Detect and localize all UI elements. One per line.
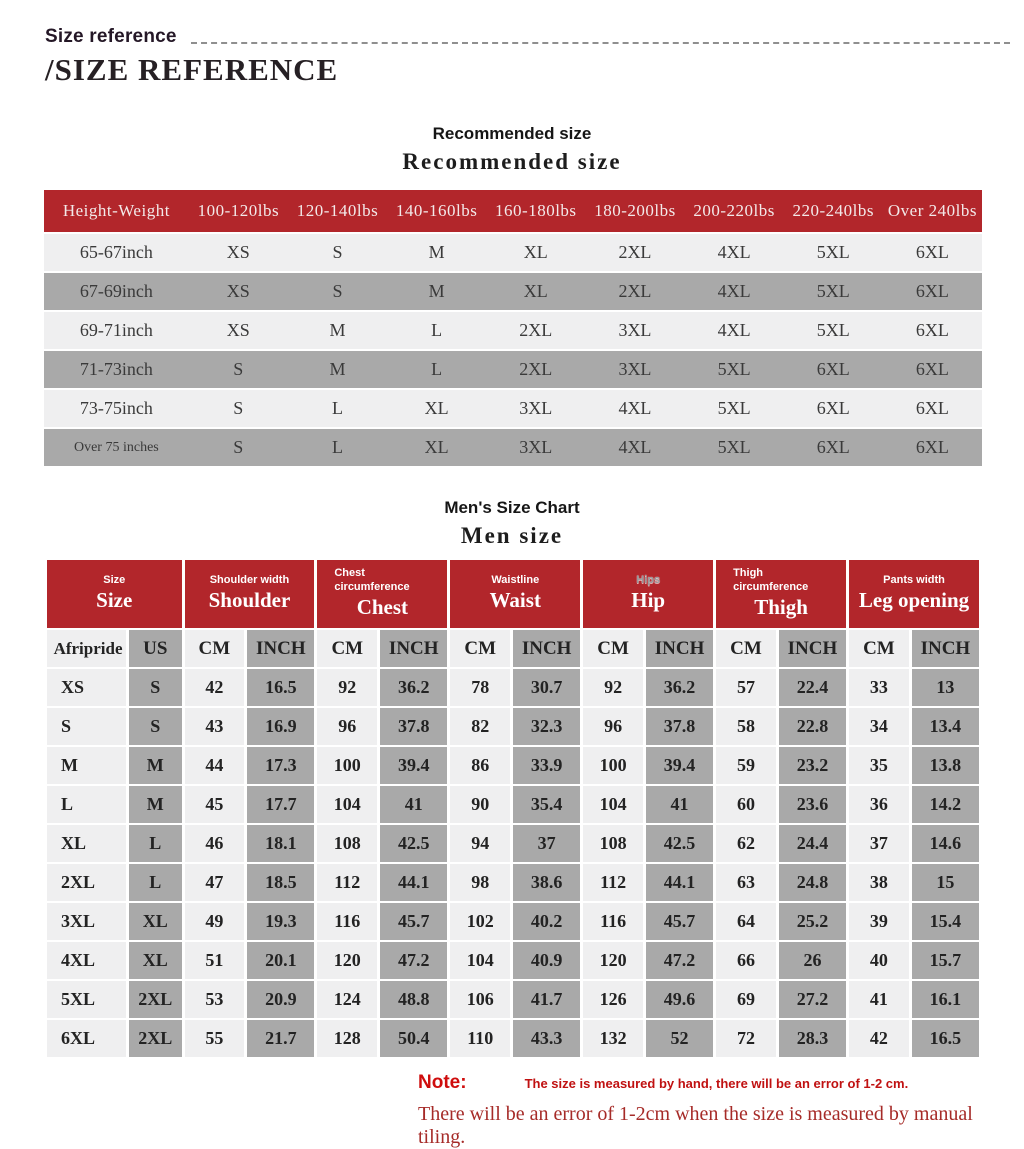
size-value-cell: 3XL bbox=[486, 429, 585, 466]
measurement-cell: 33.9 bbox=[513, 747, 580, 784]
measurement-cell: 108 bbox=[317, 825, 377, 862]
men-header-group-hip bbox=[583, 560, 713, 628]
table-row bbox=[47, 1020, 979, 1057]
size-value-cell: 3XL bbox=[486, 390, 585, 427]
size-label-cell: XL bbox=[47, 825, 126, 862]
measurement-cell: 40.2 bbox=[513, 903, 580, 940]
size-label-cell: XS bbox=[47, 669, 126, 706]
measurement-cell: 106 bbox=[450, 981, 510, 1018]
measurement-cell: 35.4 bbox=[513, 786, 580, 823]
measurement-cell: 16.9 bbox=[247, 708, 314, 745]
measurement-cell: 36.2 bbox=[646, 669, 713, 706]
measurement-cell: 90 bbox=[450, 786, 510, 823]
measurement-cell: 110 bbox=[450, 1020, 510, 1057]
recommended-header-cell: 180-200lbs bbox=[585, 190, 684, 232]
measurement-cell: 40 bbox=[849, 942, 909, 979]
measurement-cell: 112 bbox=[583, 864, 643, 901]
measurement-cell: 60 bbox=[716, 786, 776, 823]
measurement-cell: 2XL bbox=[129, 981, 181, 1018]
measurement-cell: 128 bbox=[317, 1020, 377, 1057]
table-row bbox=[44, 429, 982, 466]
measurement-cell: 92 bbox=[317, 669, 377, 706]
men-header-cellwrap bbox=[185, 574, 315, 612]
men-header-cellwrap bbox=[47, 574, 182, 612]
recommended-table-header bbox=[44, 190, 982, 232]
size-value-cell: 2XL bbox=[486, 351, 585, 388]
measurement-cell: 34 bbox=[849, 708, 909, 745]
size-value-cell: XL bbox=[486, 273, 585, 310]
measurement-cell: 53 bbox=[185, 981, 245, 1018]
size-label-cell: 4XL bbox=[47, 942, 126, 979]
size-value-cell: 6XL bbox=[883, 234, 982, 271]
men-header-big-label: Thigh bbox=[754, 594, 808, 619]
size-value-cell: 5XL bbox=[784, 273, 883, 310]
measurement-cell: 22.4 bbox=[779, 669, 846, 706]
measurement-cell: 37.8 bbox=[380, 708, 447, 745]
measurement-cell: 52 bbox=[646, 1020, 713, 1057]
measurement-cell: 62 bbox=[716, 825, 776, 862]
measurement-cell: 108 bbox=[583, 825, 643, 862]
men-header-group-thigh bbox=[716, 560, 846, 628]
table-row bbox=[47, 786, 979, 823]
measurement-cell: 39.4 bbox=[646, 747, 713, 784]
men-header-group-leg-opening bbox=[849, 560, 979, 628]
table-row bbox=[44, 351, 982, 388]
measurement-cell: 38 bbox=[849, 864, 909, 901]
measurement-cell: 96 bbox=[317, 708, 377, 745]
size-value-cell: 4XL bbox=[685, 312, 784, 349]
note-block bbox=[418, 1072, 1024, 1149]
table-row bbox=[47, 747, 979, 784]
measurement-cell: 126 bbox=[583, 981, 643, 1018]
measurement-cell: 104 bbox=[317, 786, 377, 823]
size-value-cell: S bbox=[288, 234, 387, 271]
size-value-cell: S bbox=[189, 429, 288, 466]
men-header-small-label: Hips bbox=[636, 574, 661, 587]
measurement-cell: 82 bbox=[450, 708, 510, 745]
measurement-cell: 98 bbox=[450, 864, 510, 901]
page-eyebrow: Size reference bbox=[45, 26, 177, 47]
size-value-cell: 3XL bbox=[585, 351, 684, 388]
table-row bbox=[47, 981, 979, 1018]
size-value-cell: M bbox=[387, 273, 486, 310]
measurement-cell: 24.4 bbox=[779, 825, 846, 862]
measurement-cell: 41 bbox=[646, 786, 713, 823]
table-row bbox=[47, 864, 979, 901]
measurement-cell: 30.7 bbox=[513, 669, 580, 706]
page-title: /SIZE REFERENCE bbox=[45, 52, 339, 87]
size-value-cell: S bbox=[189, 390, 288, 427]
height-range-cell: 67-69inch bbox=[44, 273, 189, 310]
measurement-cell: S bbox=[129, 708, 181, 745]
measurement-cell: 50.4 bbox=[380, 1020, 447, 1057]
measurement-cell: 41 bbox=[380, 786, 447, 823]
measurement-cell: 23.2 bbox=[779, 747, 846, 784]
measurement-cell: 16.1 bbox=[912, 981, 979, 1018]
measurement-cell: 48.8 bbox=[380, 981, 447, 1018]
measurement-cell: 102 bbox=[450, 903, 510, 940]
recommended-header-cell: 140-160lbs bbox=[387, 190, 486, 232]
recommended-header-cell: Height-Weight bbox=[44, 190, 189, 232]
measurement-cell: 37 bbox=[849, 825, 909, 862]
note-label: Note: bbox=[418, 1072, 467, 1093]
size-value-cell: 6XL bbox=[883, 429, 982, 466]
measurement-cell: 104 bbox=[583, 786, 643, 823]
measurement-cell: 86 bbox=[450, 747, 510, 784]
size-value-cell: 6XL bbox=[784, 351, 883, 388]
recommended-header-cell: 200-220lbs bbox=[685, 190, 784, 232]
measurement-cell: 2XL bbox=[129, 1020, 181, 1057]
measurement-cell: 120 bbox=[317, 942, 377, 979]
measurement-cell: 23.6 bbox=[779, 786, 846, 823]
measurement-cell: 37 bbox=[513, 825, 580, 862]
measurement-cell: 35 bbox=[849, 747, 909, 784]
men-header-cellwrap bbox=[450, 574, 580, 612]
measurement-cell: 43 bbox=[185, 708, 245, 745]
unit-header-cell: CM bbox=[583, 630, 643, 667]
size-value-cell: XL bbox=[387, 390, 486, 427]
men-header-big-label: Shoulder bbox=[208, 587, 291, 612]
measurement-cell: 47.2 bbox=[380, 942, 447, 979]
height-range-cell: 69-71inch bbox=[44, 312, 189, 349]
measurement-cell: 36.2 bbox=[380, 669, 447, 706]
men-header-small-label: Chest circumference bbox=[334, 567, 410, 593]
men-size-table bbox=[44, 558, 982, 1059]
measurement-cell: 38.6 bbox=[513, 864, 580, 901]
measurement-cell: 39 bbox=[849, 903, 909, 940]
unit-header-cell: CM bbox=[849, 630, 909, 667]
unit-header-cell: CM bbox=[185, 630, 245, 667]
unit-header-cell: INCH bbox=[380, 630, 447, 667]
measurement-cell: 72 bbox=[716, 1020, 776, 1057]
measurement-cell: 100 bbox=[583, 747, 643, 784]
size-label-cell: M bbox=[47, 747, 126, 784]
height-range-cell: Over 75 inches bbox=[44, 429, 189, 466]
men-title-serif: Men size bbox=[460, 523, 564, 548]
measurement-cell: 14.2 bbox=[912, 786, 979, 823]
measurement-cell: 42.5 bbox=[646, 825, 713, 862]
men-header-big-label: Leg opening bbox=[858, 587, 970, 612]
measurement-cell: 47.2 bbox=[646, 942, 713, 979]
table-row bbox=[47, 942, 979, 979]
size-value-cell: XS bbox=[189, 312, 288, 349]
size-value-cell: L bbox=[288, 390, 387, 427]
size-value-cell: 2XL bbox=[486, 312, 585, 349]
unit-header-cell: CM bbox=[317, 630, 377, 667]
men-header-group-chest bbox=[317, 560, 447, 628]
size-value-cell: L bbox=[387, 312, 486, 349]
men-header-cellwrap bbox=[849, 574, 979, 612]
size-value-cell: 6XL bbox=[784, 390, 883, 427]
measurement-cell: 59 bbox=[716, 747, 776, 784]
men-subheader-row bbox=[47, 630, 979, 667]
measurement-cell: 42 bbox=[849, 1020, 909, 1057]
size-value-cell: M bbox=[387, 234, 486, 271]
men-header-cellwrap bbox=[716, 567, 846, 619]
note-line1: The size is measured by hand, there will be an error of 1-2 cm. bbox=[524, 1076, 909, 1091]
recommended-header-cell: 220-240lbs bbox=[784, 190, 883, 232]
size-value-cell: 6XL bbox=[883, 312, 982, 349]
recommended-header-cell: Over 240lbs bbox=[883, 190, 982, 232]
measurement-cell: 32.3 bbox=[513, 708, 580, 745]
measurement-cell: 124 bbox=[317, 981, 377, 1018]
measurement-cell: 22.8 bbox=[779, 708, 846, 745]
height-range-cell: 71-73inch bbox=[44, 351, 189, 388]
unit-header-cell: INCH bbox=[247, 630, 314, 667]
measurement-cell: 66 bbox=[716, 942, 776, 979]
height-range-cell: 73-75inch bbox=[44, 390, 189, 427]
measurement-cell: 16.5 bbox=[247, 669, 314, 706]
recommended-title-serif: Recommended size bbox=[402, 149, 622, 174]
table-row bbox=[44, 273, 982, 310]
recommended-header-cell: 160-180lbs bbox=[486, 190, 585, 232]
measurement-cell: 25.2 bbox=[779, 903, 846, 940]
size-value-cell: 6XL bbox=[784, 429, 883, 466]
size-value-cell: 2XL bbox=[585, 273, 684, 310]
measurement-cell: 26 bbox=[779, 942, 846, 979]
recommended-title-bold: Recommended size bbox=[432, 124, 592, 143]
measurement-cell: 44.1 bbox=[380, 864, 447, 901]
men-header-small-label: Waistline bbox=[491, 574, 540, 587]
men-header-small-label: Pants width bbox=[883, 574, 945, 587]
measurement-cell: 24.8 bbox=[779, 864, 846, 901]
size-value-cell: L bbox=[387, 351, 486, 388]
measurement-cell: 20.9 bbox=[247, 981, 314, 1018]
unit-header-cell: US bbox=[129, 630, 181, 667]
measurement-cell: 15.7 bbox=[912, 942, 979, 979]
measurement-cell: 45.7 bbox=[646, 903, 713, 940]
size-value-cell: 5XL bbox=[685, 351, 784, 388]
measurement-cell: 49 bbox=[185, 903, 245, 940]
measurement-cell: 116 bbox=[317, 903, 377, 940]
size-label-cell: 3XL bbox=[47, 903, 126, 940]
unit-header-cell: INCH bbox=[779, 630, 846, 667]
measurement-cell: 42 bbox=[185, 669, 245, 706]
measurement-cell: 28.3 bbox=[779, 1020, 846, 1057]
unit-header-cell: INCH bbox=[513, 630, 580, 667]
men-header-cellwrap bbox=[583, 574, 713, 612]
men-table-header bbox=[47, 560, 979, 628]
height-range-cell: 65-67inch bbox=[44, 234, 189, 271]
table-row bbox=[47, 825, 979, 862]
brand-cell: Afripride bbox=[47, 630, 126, 667]
measurement-cell: 18.5 bbox=[247, 864, 314, 901]
measurement-cell: 116 bbox=[583, 903, 643, 940]
measurement-cell: 94 bbox=[450, 825, 510, 862]
measurement-cell: 14.6 bbox=[912, 825, 979, 862]
measurement-cell: 45.7 bbox=[380, 903, 447, 940]
measurement-cell: 13.8 bbox=[912, 747, 979, 784]
measurement-cell: 18.1 bbox=[247, 825, 314, 862]
table-row bbox=[47, 903, 979, 940]
measurement-cell: L bbox=[129, 825, 181, 862]
measurement-cell: 41.7 bbox=[513, 981, 580, 1018]
size-value-cell: S bbox=[288, 273, 387, 310]
note-row bbox=[418, 1072, 1024, 1094]
size-value-cell: 5XL bbox=[784, 234, 883, 271]
size-value-cell: XL bbox=[486, 234, 585, 271]
men-header-small-label: Thigh circumference bbox=[733, 567, 809, 593]
size-label-cell: 6XL bbox=[47, 1020, 126, 1057]
men-header-group-waist bbox=[450, 560, 580, 628]
page-header bbox=[45, 26, 1010, 48]
men-header-row bbox=[47, 560, 979, 628]
measurement-cell: 43.3 bbox=[513, 1020, 580, 1057]
measurement-cell: 42.5 bbox=[380, 825, 447, 862]
size-label-cell: S bbox=[47, 708, 126, 745]
measurement-cell: 17.7 bbox=[247, 786, 314, 823]
size-value-cell: XS bbox=[189, 273, 288, 310]
men-header-small-label: Size bbox=[103, 574, 126, 587]
men-header-big-label: Hip bbox=[631, 587, 666, 612]
measurement-cell: 20.1 bbox=[247, 942, 314, 979]
measurement-cell: 64 bbox=[716, 903, 776, 940]
table-row bbox=[47, 708, 979, 745]
size-value-cell: XS bbox=[189, 234, 288, 271]
measurement-cell: 78 bbox=[450, 669, 510, 706]
men-header-cellwrap bbox=[317, 567, 447, 619]
measurement-cell: 100 bbox=[317, 747, 377, 784]
measurement-cell: 69 bbox=[716, 981, 776, 1018]
measurement-cell: 51 bbox=[185, 942, 245, 979]
size-value-cell: L bbox=[288, 429, 387, 466]
size-value-cell: M bbox=[288, 312, 387, 349]
men-header-group-shoulder bbox=[185, 560, 315, 628]
measurement-cell: 44.1 bbox=[646, 864, 713, 901]
size-label-cell: L bbox=[47, 786, 126, 823]
measurement-cell: 63 bbox=[716, 864, 776, 901]
measurement-cell: 36 bbox=[849, 786, 909, 823]
table-row bbox=[47, 669, 979, 706]
men-table-body bbox=[47, 630, 979, 1057]
measurement-cell: M bbox=[129, 786, 181, 823]
size-value-cell: XL bbox=[387, 429, 486, 466]
size-label-cell: 2XL bbox=[47, 864, 126, 901]
table-row bbox=[44, 390, 982, 427]
measurement-cell: 132 bbox=[583, 1020, 643, 1057]
measurement-cell: 15.4 bbox=[912, 903, 979, 940]
measurement-cell: 33 bbox=[849, 669, 909, 706]
size-value-cell: 3XL bbox=[585, 312, 684, 349]
size-value-cell: 6XL bbox=[883, 273, 982, 310]
size-value-cell: 5XL bbox=[685, 429, 784, 466]
measurement-cell: 13.4 bbox=[912, 708, 979, 745]
men-header-big-label: Waist bbox=[489, 587, 541, 612]
measurement-cell: 17.3 bbox=[247, 747, 314, 784]
size-value-cell: 4XL bbox=[685, 234, 784, 271]
men-header-group-size bbox=[47, 560, 182, 628]
measurement-cell: 96 bbox=[583, 708, 643, 745]
size-value-cell: 6XL bbox=[883, 390, 982, 427]
measurement-cell: 19.3 bbox=[247, 903, 314, 940]
size-value-cell: 4XL bbox=[585, 429, 684, 466]
measurement-cell: 40.9 bbox=[513, 942, 580, 979]
note-line2: There will be an error of 1-2cm when the size is measured by manual tiling. bbox=[418, 1103, 973, 1148]
measurement-cell: 27.2 bbox=[779, 981, 846, 1018]
men-header-small-label: Shoulder width bbox=[209, 574, 290, 587]
size-value-cell: S bbox=[189, 351, 288, 388]
table-row bbox=[44, 312, 982, 349]
size-value-cell: 4XL bbox=[585, 390, 684, 427]
measurement-cell: 47 bbox=[185, 864, 245, 901]
size-label-cell: 5XL bbox=[47, 981, 126, 1018]
measurement-cell: 46 bbox=[185, 825, 245, 862]
measurement-cell: 104 bbox=[450, 942, 510, 979]
measurement-cell: 112 bbox=[317, 864, 377, 901]
size-value-cell: 4XL bbox=[685, 273, 784, 310]
measurement-cell: 13 bbox=[912, 669, 979, 706]
size-value-cell: 5XL bbox=[685, 390, 784, 427]
measurement-cell: 37.8 bbox=[646, 708, 713, 745]
size-value-cell: 6XL bbox=[883, 351, 982, 388]
size-value-cell: 5XL bbox=[784, 312, 883, 349]
measurement-cell: M bbox=[129, 747, 181, 784]
measurement-cell: L bbox=[129, 864, 181, 901]
men-header-big-label: Chest bbox=[356, 594, 409, 619]
unit-header-cell: INCH bbox=[912, 630, 979, 667]
unit-header-cell: CM bbox=[716, 630, 776, 667]
measurement-cell: XL bbox=[129, 903, 181, 940]
measurement-cell: S bbox=[129, 669, 181, 706]
table-row bbox=[44, 234, 982, 271]
measurement-cell: 15 bbox=[912, 864, 979, 901]
measurement-cell: 44 bbox=[185, 747, 245, 784]
measurement-cell: 92 bbox=[583, 669, 643, 706]
recommended-size-table bbox=[44, 188, 982, 468]
size-reference-page bbox=[0, 26, 1024, 1148]
men-title-bold: Men's Size Chart bbox=[444, 498, 580, 517]
size-value-cell: M bbox=[288, 351, 387, 388]
measurement-cell: 16.5 bbox=[912, 1020, 979, 1057]
recommended-table-body bbox=[44, 234, 982, 466]
unit-header-cell: INCH bbox=[646, 630, 713, 667]
measurement-cell: 45 bbox=[185, 786, 245, 823]
recommended-header-cell: 100-120lbs bbox=[189, 190, 288, 232]
measurement-cell: 39.4 bbox=[380, 747, 447, 784]
measurement-cell: 41 bbox=[849, 981, 909, 1018]
measurement-cell: 21.7 bbox=[247, 1020, 314, 1057]
measurement-cell: XL bbox=[129, 942, 181, 979]
measurement-cell: 57 bbox=[716, 669, 776, 706]
unit-header-cell: CM bbox=[450, 630, 510, 667]
measurement-cell: 58 bbox=[716, 708, 776, 745]
recommended-header-cell: 120-140lbs bbox=[288, 190, 387, 232]
measurement-cell: 55 bbox=[185, 1020, 245, 1057]
measurement-cell: 49.6 bbox=[646, 981, 713, 1018]
men-header-big-label: Size bbox=[96, 587, 133, 612]
measurement-cell: 120 bbox=[583, 942, 643, 979]
dashed-divider bbox=[191, 42, 1010, 44]
size-value-cell: 2XL bbox=[585, 234, 684, 271]
recommended-header-row bbox=[44, 190, 982, 232]
